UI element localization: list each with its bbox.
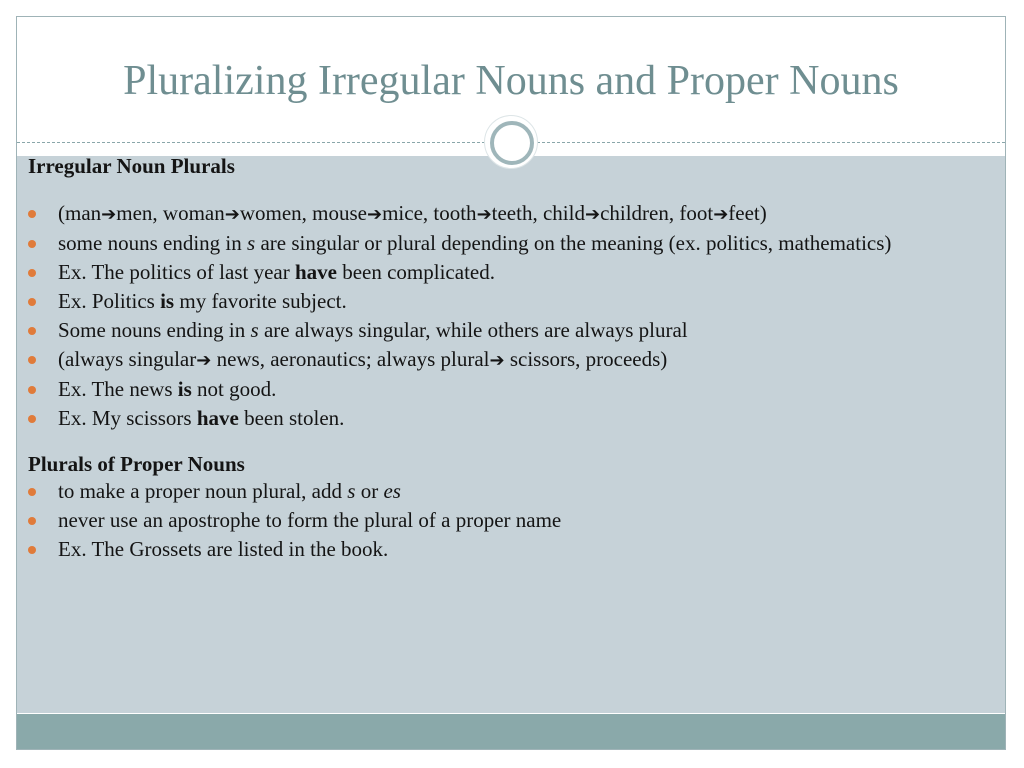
bullet-icon [28,298,36,306]
bullet-icon [28,240,36,248]
text: (man [58,201,102,225]
section-heading-proper: Plurals of Proper Nouns [28,452,245,476]
arrow-icon: ➔ [224,204,240,225]
text: teeth, child [491,201,585,225]
emphasis: es [383,479,401,503]
list-item [28,378,928,401]
text: men, woman [116,201,225,225]
text: are always singular, while others are always plural [258,318,688,342]
list-item [28,232,928,255]
list-item [28,538,928,561]
arrow-icon: ➔ [584,204,601,225]
text: some nouns ending in [58,231,247,255]
text: Some nouns ending in [58,318,251,342]
list-item [28,319,928,342]
text: Ex. The politics of last year [58,260,295,284]
list-item [28,407,928,430]
text: Ex. The news [58,377,178,401]
bullet-icon [28,517,36,525]
bullet-icon [28,415,36,423]
text: been stolen. [238,406,345,430]
list-item [28,290,928,313]
list-item [28,480,928,503]
bullet-icon [28,269,36,277]
bold-text: have [294,260,337,284]
arrow-icon: ➔ [476,204,492,225]
proper-list [28,480,928,561]
bullet-icon [28,356,36,364]
bullet-icon [28,386,36,394]
arrow-icon: ➔ [489,350,505,371]
arrow-icon: ➔ [196,350,212,371]
text: been complicated. [336,260,495,284]
list-item [28,261,928,284]
text: (always singular [58,347,197,371]
arrow-icon: ➔ [713,204,729,225]
text: children, foot [600,201,714,225]
text: to make a proper noun plural, add [58,479,348,503]
arrow-icon: ➔ [101,204,117,225]
text: scissors, proceeds) [504,347,668,371]
emphasis: s [247,231,256,255]
text: Ex. Politics [58,289,161,313]
text: never use an apostrophe to form the plural of a proper name [58,508,562,532]
text: my favorite subject. [174,289,347,313]
text: or [355,479,384,503]
slide-title: Pluralizing Irregular Nouns and Proper Nouns [123,58,899,104]
text: women, mouse [239,201,367,225]
text: are singular or plural depending on the meaning (ex. politics, mathematics) [255,231,892,255]
text: Ex. My scissors [58,406,197,430]
irregular-list [28,202,928,430]
list-item [28,348,928,372]
section-heading-irregular: Irregular Noun Plurals [28,154,235,178]
emphasis: s [250,318,259,342]
bold-text: is [160,289,175,313]
bold-text: have [196,406,239,430]
list-item [28,202,928,226]
text: Ex. The Grossets are listed in the book. [58,537,389,561]
bullet-icon [28,210,36,218]
bold-text: is [177,377,192,401]
bullet-icon [28,488,36,496]
emphasis: s [347,479,356,503]
bullet-icon [28,546,36,554]
bullet-icon [28,327,36,335]
arrow-icon: ➔ [366,204,383,225]
slide-body [28,155,928,567]
text: mice, tooth [382,201,477,225]
text: news, aeronautics; always plural [211,347,490,371]
footer-bar [17,714,1005,749]
text: not good. [191,377,277,401]
list-item [28,509,928,532]
text: feet) [728,201,767,225]
